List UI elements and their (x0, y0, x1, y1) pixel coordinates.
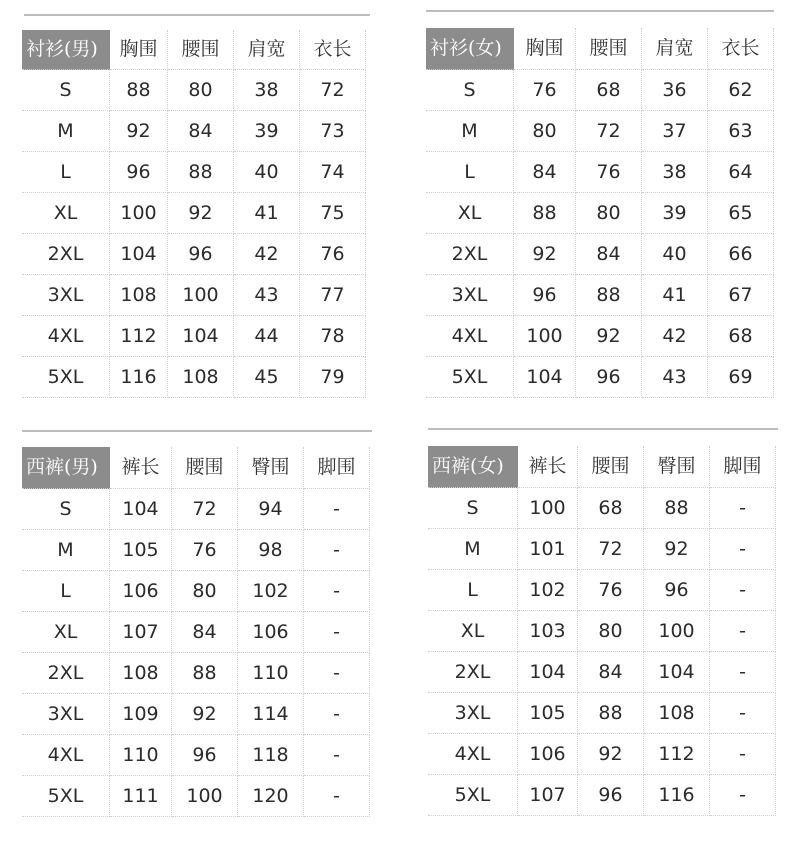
table-cell: 84 (576, 234, 642, 275)
column-header: 腰围 (168, 30, 234, 70)
column-header: 臀围 (644, 446, 710, 488)
column-header: 衣长 (708, 28, 774, 70)
size-label: XL (22, 612, 110, 653)
size-label: 3XL (22, 275, 110, 316)
table-cell: 88 (110, 70, 168, 111)
table-cell: 76 (172, 530, 238, 571)
table-cell: 84 (168, 111, 234, 152)
table-cell: 77 (300, 275, 366, 316)
table-cell: 110 (110, 735, 172, 776)
table-cell: - (710, 488, 776, 529)
column-header: 裤长 (110, 447, 172, 489)
table-cell: 38 (234, 70, 300, 111)
table-cell: 37 (642, 111, 708, 152)
size-label: S (426, 70, 514, 111)
table-cell: 102 (518, 570, 578, 611)
table-cell: 84 (514, 152, 576, 193)
table-cell: 88 (576, 275, 642, 316)
column-header: 脚围 (710, 446, 776, 488)
table-cell: 88 (514, 193, 576, 234)
size-label: M (426, 111, 514, 152)
table-cell: 92 (644, 529, 710, 570)
table-top-divider (428, 428, 778, 430)
column-header: 臀围 (238, 447, 304, 489)
table-cell: 64 (708, 152, 774, 193)
table-cell: - (304, 489, 370, 530)
size-label: M (22, 111, 110, 152)
table-cell: 104 (110, 234, 168, 275)
table-cell: 88 (578, 693, 644, 734)
table-cell: 101 (518, 529, 578, 570)
table-cell: 100 (514, 316, 576, 357)
table-grid (426, 28, 774, 398)
table-cell: 39 (234, 111, 300, 152)
size-table-shirt-men (20, 14, 370, 399)
table-cell: 96 (168, 234, 234, 275)
table-cell: 66 (708, 234, 774, 275)
size-label: XL (428, 611, 518, 652)
table-cell: 72 (578, 529, 644, 570)
table-title: 西裤(男) (22, 447, 110, 489)
table-cell: 104 (514, 357, 576, 398)
table-cell: 100 (168, 275, 234, 316)
table-cell: 43 (234, 275, 300, 316)
table-cell: - (304, 735, 370, 776)
table-grid (22, 447, 370, 817)
column-header: 胸围 (110, 30, 168, 70)
size-label: XL (22, 193, 110, 234)
table-cell: - (304, 776, 370, 817)
size-label: 2XL (428, 652, 518, 693)
table-cell: 106 (238, 612, 304, 653)
size-label: 5XL (22, 357, 110, 398)
table-cell: 76 (576, 152, 642, 193)
table-cell: 36 (642, 70, 708, 111)
table-top-divider (24, 14, 370, 16)
column-header: 脚围 (304, 447, 370, 489)
column-header: 衣长 (300, 30, 366, 70)
table-cell: 72 (300, 70, 366, 111)
table-cell: 88 (644, 488, 710, 529)
table-cell: 116 (110, 357, 168, 398)
table-cell: 118 (238, 735, 304, 776)
table-cell: 108 (168, 357, 234, 398)
table-title: 衬衫(女) (426, 28, 514, 70)
table-cell: 80 (578, 611, 644, 652)
size-label: 5XL (22, 776, 110, 817)
table-cell: 80 (514, 111, 576, 152)
table-cell: - (304, 571, 370, 612)
table-cell: 79 (300, 357, 366, 398)
table-cell: 111 (110, 776, 172, 817)
table-cell: 102 (238, 571, 304, 612)
table-cell: 108 (110, 275, 168, 316)
table-cell: 96 (172, 735, 238, 776)
table-cell: 88 (172, 653, 238, 694)
table-cell: - (304, 653, 370, 694)
table-cell: 76 (514, 70, 576, 111)
table-cell: 104 (644, 652, 710, 693)
table-cell: - (710, 611, 776, 652)
table-cell: 96 (578, 775, 644, 816)
table-cell: 88 (168, 152, 234, 193)
size-label: 2XL (22, 653, 110, 694)
table-cell: 69 (708, 357, 774, 398)
table-cell: 41 (234, 193, 300, 234)
column-header: 腰围 (578, 446, 644, 488)
table-cell: 80 (172, 571, 238, 612)
size-label: S (22, 70, 110, 111)
size-label: M (428, 529, 518, 570)
table-cell: - (710, 775, 776, 816)
size-label: L (428, 570, 518, 611)
table-cell: 92 (576, 316, 642, 357)
table-cell: 40 (234, 152, 300, 193)
column-header: 腰围 (576, 28, 642, 70)
table-cell: - (304, 530, 370, 571)
size-label: 3XL (426, 275, 514, 316)
size-label: 4XL (22, 316, 110, 357)
table-cell: 80 (168, 70, 234, 111)
table-cell: 108 (110, 653, 172, 694)
table-cell: - (710, 734, 776, 775)
table-cell: 92 (172, 694, 238, 735)
table-cell: 92 (110, 111, 168, 152)
column-header: 腰围 (172, 447, 238, 489)
table-cell: 96 (110, 152, 168, 193)
table-top-divider (426, 10, 774, 12)
table-title: 西裤(女) (428, 446, 518, 488)
size-label: 5XL (428, 775, 518, 816)
table-cell: 108 (644, 693, 710, 734)
table-cell: 84 (578, 652, 644, 693)
table-cell: 92 (168, 193, 234, 234)
table-cell: 72 (172, 489, 238, 530)
size-label: 5XL (426, 357, 514, 398)
table-cell: 110 (238, 653, 304, 694)
table-cell: 92 (514, 234, 576, 275)
table-cell: 104 (110, 489, 172, 530)
table-cell: 105 (110, 530, 172, 571)
table-cell: 105 (518, 693, 578, 734)
table-cell: 100 (644, 611, 710, 652)
table-cell: 67 (708, 275, 774, 316)
table-grid (428, 446, 776, 816)
table-cell: - (304, 612, 370, 653)
table-cell: 114 (238, 694, 304, 735)
table-cell: - (710, 693, 776, 734)
table-cell: 65 (708, 193, 774, 234)
column-header: 肩宽 (642, 28, 708, 70)
table-cell: 106 (110, 571, 172, 612)
column-header: 胸围 (514, 28, 576, 70)
table-cell: - (710, 652, 776, 693)
table-cell: 76 (300, 234, 366, 275)
table-cell: 96 (576, 357, 642, 398)
table-cell: 72 (576, 111, 642, 152)
size-label: L (22, 152, 110, 193)
table-cell: 84 (172, 612, 238, 653)
table-cell: 76 (578, 570, 644, 611)
table-cell: 42 (234, 234, 300, 275)
table-cell: 104 (518, 652, 578, 693)
table-cell: 68 (576, 70, 642, 111)
table-cell: 62 (708, 70, 774, 111)
table-top-divider (22, 430, 372, 432)
table-cell: 107 (110, 612, 172, 653)
table-title: 衬衫(男) (22, 30, 110, 70)
column-header: 肩宽 (234, 30, 300, 70)
table-cell: 94 (238, 489, 304, 530)
table-cell: 106 (518, 734, 578, 775)
size-label: M (22, 530, 110, 571)
size-table-trousers-women (426, 428, 778, 818)
table-cell: 38 (642, 152, 708, 193)
table-cell: 112 (110, 316, 168, 357)
table-cell: 44 (234, 316, 300, 357)
table-cell: 75 (300, 193, 366, 234)
size-label: S (428, 488, 518, 529)
table-cell: 96 (514, 275, 576, 316)
size-label: 3XL (22, 694, 110, 735)
table-cell: 42 (642, 316, 708, 357)
size-label: L (426, 152, 514, 193)
size-label: 4XL (426, 316, 514, 357)
size-table-trousers-men (20, 430, 372, 820)
size-label: 2XL (22, 234, 110, 275)
table-cell: 41 (642, 275, 708, 316)
table-cell: 98 (238, 530, 304, 571)
table-cell: 100 (172, 776, 238, 817)
table-cell: 78 (300, 316, 366, 357)
size-label: 4XL (428, 734, 518, 775)
size-label: 4XL (22, 735, 110, 776)
table-cell: 73 (300, 111, 366, 152)
table-cell: 120 (238, 776, 304, 817)
size-label: L (22, 571, 110, 612)
table-cell: - (304, 694, 370, 735)
table-cell: 112 (644, 734, 710, 775)
table-cell: 104 (168, 316, 234, 357)
table-cell: - (710, 570, 776, 611)
size-table-shirt-women (424, 10, 774, 400)
table-cell: 96 (644, 570, 710, 611)
table-cell: 45 (234, 357, 300, 398)
column-header: 裤长 (518, 446, 578, 488)
table-cell: 68 (708, 316, 774, 357)
table-cell: 74 (300, 152, 366, 193)
table-cell: 109 (110, 694, 172, 735)
table-cell: 68 (578, 488, 644, 529)
table-cell: 39 (642, 193, 708, 234)
table-cell: 100 (110, 193, 168, 234)
size-label: 3XL (428, 693, 518, 734)
table-cell: 80 (576, 193, 642, 234)
table-cell: 103 (518, 611, 578, 652)
table-cell: 116 (644, 775, 710, 816)
table-cell: 43 (642, 357, 708, 398)
table-cell: 107 (518, 775, 578, 816)
table-grid (22, 30, 366, 398)
size-label: XL (426, 193, 514, 234)
size-label: S (22, 489, 110, 530)
table-cell: 92 (578, 734, 644, 775)
table-cell: 40 (642, 234, 708, 275)
table-cell: 63 (708, 111, 774, 152)
size-label: 2XL (426, 234, 514, 275)
table-cell: - (710, 529, 776, 570)
table-cell: 100 (518, 488, 578, 529)
